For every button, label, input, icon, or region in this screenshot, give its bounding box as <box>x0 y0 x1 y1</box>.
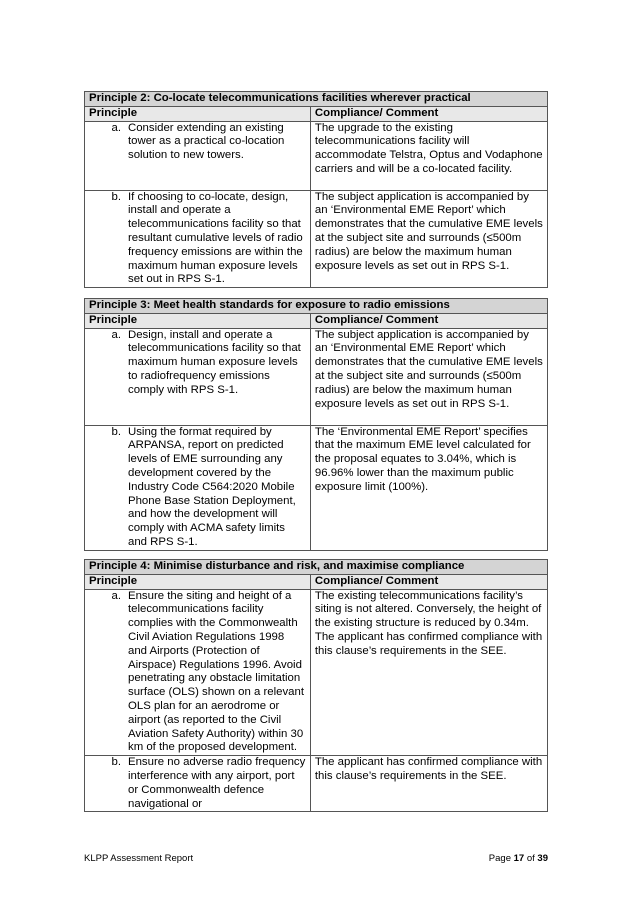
comment-text: The subject application is accompanied by an ‘Environmental EME Report’ which demonstrates that the cumulative EME levels at the subject site and surrounds (≤500m radius) are below the maximum human exposure levels as set out in RPS S-1. <box>310 328 547 425</box>
table-title: Principle 3: Meet health standards for exposure to radio emissions <box>85 299 548 314</box>
table-title: Principle 4: Minimise disturbance and risk, and maximise compliance <box>85 560 548 575</box>
principle-3-table <box>84 298 548 551</box>
item-label: a. <box>111 328 121 341</box>
item-label: a. <box>111 589 121 602</box>
item-label: b. <box>111 425 121 438</box>
table-row <box>85 589 548 756</box>
column-header-principle: Principle <box>85 574 311 589</box>
column-header-comment: Compliance/ Comment <box>310 313 547 328</box>
principle-2-table <box>84 91 548 288</box>
table-row <box>85 328 548 425</box>
item-label: b. <box>111 190 121 203</box>
column-header-comment: Compliance/ Comment <box>310 574 547 589</box>
footer-page-number <box>489 853 548 864</box>
table-row <box>85 121 548 190</box>
principle-text: Using the format required by ARPANSA, report on predicted levels of EME surrounding any development covered by the Industry Code C564:2020 Mobile Phone Base Station Deployment, and how the development will comply with ACMA safety limits and RPS S-1. <box>128 425 296 548</box>
comment-text: The existing telecommunications facility’s siting is not altered. Conversely, the height of the existing structure is reduced by 0.34m. The applicant has confirmed compliance with this clause’s requirements in the SEE. <box>310 589 547 756</box>
principle-text: Design, install and operate a telecommunications facility so that maximum human exposure levels to radiofrequency emissions comply with RPS S-1. <box>128 328 301 396</box>
page-prefix: Page <box>488 853 511 864</box>
principle-text: Ensure the siting and height of a telecommunications facility complies with the Commonwealth Civil Aviation Regulations 1998 and Airports (Protection of Airspace) Regulations 1996. Avoid penetrating any obstacle limitation surface (OLS) shown on a relevant OLS plan for an aerodrome or airport (as reported to the Civil Aviation Safety Authority) within 30 km of the proposed development. <box>128 589 305 754</box>
principle-4-table <box>84 559 548 812</box>
comment-text: The upgrade to the existing telecommunications facility will accommodate Telstra, Optus and Vodaphone carriers and will be a co-located facility. <box>310 121 547 190</box>
table-row <box>85 756 548 812</box>
page-sep: of <box>526 853 535 864</box>
column-header-principle: Principle <box>85 106 311 121</box>
item-label: a. <box>111 121 121 134</box>
principle-text: If choosing to co-locate, design, install and operate a telecommunications facility so that resultant cumulative levels of radio frequency emissions are within the maximum human exposure levels set out in RPS S-1. <box>128 190 303 286</box>
item-label: b. <box>111 756 121 769</box>
column-header-comment: Compliance/ Comment <box>310 106 547 121</box>
comment-text: The subject application is accompanied by an ‘Environmental EME Report’ which demonstrates that the cumulative EME levels at the subject site and surrounds (≤500m radius) are below the maximum human exposure levels as set out in RPS S-1. <box>310 190 547 288</box>
footer-report-name: KLPP Assessment Report <box>84 853 194 864</box>
table-row <box>85 425 548 550</box>
comment-text: The applicant has confirmed compliance with this clause’s requirements in the SEE. <box>310 756 547 812</box>
comment-text: The ‘Environmental EME Report’ specifies that the maximum EME level calculated for the proposal equates to 3.04%, which is 96.96% lower than the maximum public exposure limit (100%). <box>310 425 547 550</box>
principle-text: Ensure no adverse radio frequency interference with any airport, port or Commonwealth defence navigational or <box>128 756 306 810</box>
principle-text: Consider extending an existing tower as a practical co-location solution to new towers. <box>128 121 285 162</box>
table-row <box>85 190 548 288</box>
page-current: 17 <box>513 853 525 864</box>
table-title: Principle 2: Co-locate telecommunications facilities wherever practical <box>85 92 548 107</box>
page-total: 39 <box>537 853 548 864</box>
column-header-principle: Principle <box>85 313 311 328</box>
